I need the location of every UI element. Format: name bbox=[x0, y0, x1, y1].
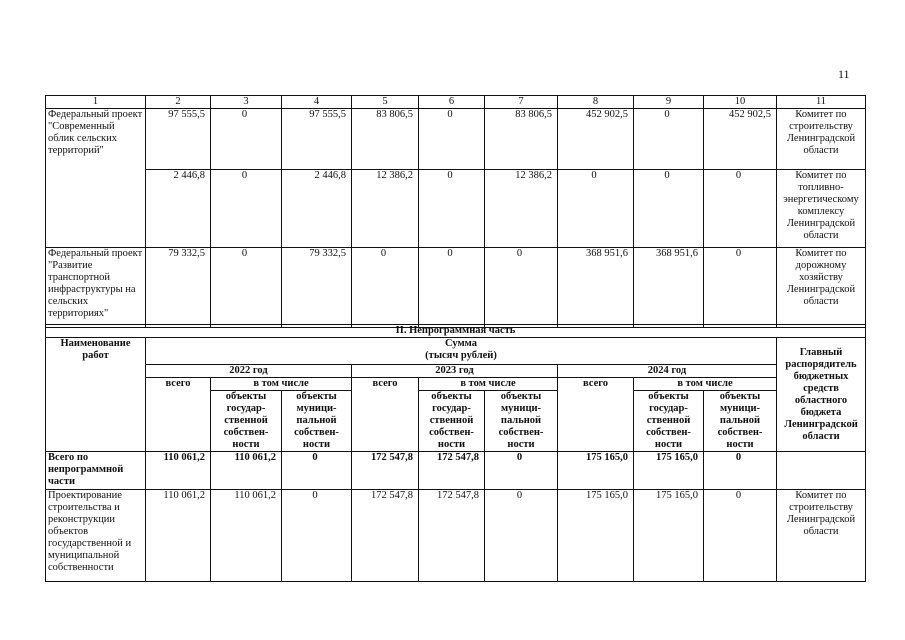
municipal-objects-header: объекты муници-пальной собствен-ности bbox=[282, 391, 352, 452]
value-cell: 172 547,8 bbox=[419, 452, 485, 490]
value-cell: 175 165,0 bbox=[558, 452, 634, 490]
value-cell: 2 446,8 bbox=[146, 170, 211, 248]
total-header: всего bbox=[558, 378, 634, 452]
col-number-9: 9 bbox=[634, 96, 704, 109]
municipal-objects-header: объекты муници-пальной собствен-ности bbox=[485, 391, 558, 452]
value-cell: 97 555,5 bbox=[146, 109, 211, 170]
total-header: всего bbox=[146, 378, 211, 452]
value-cell: 172 547,8 bbox=[352, 490, 419, 582]
value-cell: 83 806,5 bbox=[352, 109, 419, 170]
including-header: в том числе bbox=[634, 378, 777, 391]
state-objects-header: объекты государ-ственной собствен-ности bbox=[419, 391, 485, 452]
including-header: в том числе bbox=[211, 378, 352, 391]
value-cell: 0 bbox=[634, 170, 704, 248]
value-cell: 0 bbox=[704, 170, 777, 248]
year-2023: 2023 год bbox=[352, 365, 558, 378]
value-cell: 0 bbox=[211, 109, 282, 170]
sum-label: Сумма bbox=[445, 338, 477, 349]
value-cell: 110 061,2 bbox=[146, 490, 211, 582]
value-cell: 175 165,0 bbox=[634, 452, 704, 490]
total-header: всего bbox=[352, 378, 419, 452]
sum-unit: (тысяч рублей) bbox=[425, 350, 497, 361]
value-cell: 110 061,2 bbox=[146, 452, 211, 490]
col-number-5: 5 bbox=[352, 96, 419, 109]
value-cell: 0 bbox=[211, 248, 282, 328]
including-header: в том числе bbox=[419, 378, 558, 391]
value-cell: 2 446,8 bbox=[282, 170, 352, 248]
value-cell: 0 bbox=[282, 452, 352, 490]
year-2022: 2022 год bbox=[146, 365, 352, 378]
year-2024: 2024 год bbox=[558, 365, 777, 378]
value-cell: 0 bbox=[211, 170, 282, 248]
org-cell bbox=[777, 452, 866, 490]
program-table bbox=[45, 95, 866, 328]
project-name: Федеральный проект "Развитие транспортной инфраструктуры на сельских территориях" bbox=[46, 248, 146, 328]
table-row bbox=[46, 490, 866, 582]
col-number-11: 11 bbox=[777, 96, 866, 109]
value-cell: 452 902,5 bbox=[704, 109, 777, 170]
value-cell: 0 bbox=[352, 248, 419, 328]
value-cell: 0 bbox=[485, 248, 558, 328]
org-cell: Комитет по строительству Ленинградской области bbox=[777, 109, 866, 170]
value-cell: 83 806,5 bbox=[485, 109, 558, 170]
table-row bbox=[46, 452, 866, 490]
year-row bbox=[46, 365, 866, 378]
sum-header bbox=[146, 338, 777, 365]
state-objects-header: объекты государ-ственной собствен-ности bbox=[634, 391, 704, 452]
table-row bbox=[46, 170, 866, 248]
table-row bbox=[46, 109, 866, 170]
value-cell: 175 165,0 bbox=[634, 490, 704, 582]
org-cell: Комитет по топливно-энергетическому комплексу Ленинградской области bbox=[777, 170, 866, 248]
header-row bbox=[46, 338, 866, 365]
value-cell: 110 061,2 bbox=[211, 490, 282, 582]
value-cell: 172 547,8 bbox=[419, 490, 485, 582]
col-number-1: 1 bbox=[46, 96, 146, 109]
col-number-3: 3 bbox=[211, 96, 282, 109]
value-cell: 0 bbox=[419, 248, 485, 328]
value-cell: 0 bbox=[485, 452, 558, 490]
org-cell: Комитет по строительству Ленинградской области bbox=[777, 490, 866, 582]
col-number-7: 7 bbox=[485, 96, 558, 109]
subheader-row bbox=[46, 378, 866, 391]
value-cell: 0 bbox=[558, 170, 634, 248]
row-name: Проектирование строительства и реконструкции объектов государственной и муниципальной собственности bbox=[46, 490, 146, 582]
value-cell: 12 386,2 bbox=[485, 170, 558, 248]
project-name: Федеральный проект "Современный облик сельских территорий" bbox=[46, 109, 146, 248]
value-cell: 0 bbox=[634, 109, 704, 170]
value-cell: 368 951,6 bbox=[634, 248, 704, 328]
value-cell: 12 386,2 bbox=[352, 170, 419, 248]
value-cell: 110 061,2 bbox=[211, 452, 282, 490]
section-title: II. Непрограммная часть bbox=[46, 325, 866, 338]
col-number-4: 4 bbox=[282, 96, 352, 109]
value-cell: 452 902,5 bbox=[558, 109, 634, 170]
municipal-objects-header: объекты муници-пальной собствен-ности bbox=[704, 391, 777, 452]
work-name-header: Наименование работ bbox=[46, 338, 146, 452]
row-name: Всего по непрограммной части bbox=[46, 452, 146, 490]
value-cell: 79 332,5 bbox=[146, 248, 211, 328]
value-cell: 0 bbox=[419, 170, 485, 248]
nonprogram-table bbox=[45, 324, 866, 582]
value-cell: 97 555,5 bbox=[282, 109, 352, 170]
column-number-row bbox=[46, 96, 866, 109]
page-number: 11 bbox=[838, 67, 850, 81]
value-cell: 0 bbox=[485, 490, 558, 582]
value-cell: 0 bbox=[282, 490, 352, 582]
state-objects-header: объекты государ-ственной собствен-ности bbox=[211, 391, 282, 452]
col-number-6: 6 bbox=[419, 96, 485, 109]
main-manager-header: Главный распорядитель бюджетных средств областного бюджета Ленинградской области bbox=[777, 338, 866, 452]
value-cell: 79 332,5 bbox=[282, 248, 352, 328]
col-number-10: 10 bbox=[704, 96, 777, 109]
value-cell: 0 bbox=[419, 109, 485, 170]
value-cell: 0 bbox=[704, 248, 777, 328]
col-number-8: 8 bbox=[558, 96, 634, 109]
value-cell: 172 547,8 bbox=[352, 452, 419, 490]
org-cell: Комитет по дорожному хозяйству Ленинградской области bbox=[777, 248, 866, 328]
section-title-row bbox=[46, 325, 866, 338]
table-row bbox=[46, 248, 866, 328]
value-cell: 175 165,0 bbox=[558, 490, 634, 582]
value-cell: 368 951,6 bbox=[558, 248, 634, 328]
value-cell: 0 bbox=[704, 490, 777, 582]
col-number-2: 2 bbox=[146, 96, 211, 109]
value-cell: 0 bbox=[704, 452, 777, 490]
